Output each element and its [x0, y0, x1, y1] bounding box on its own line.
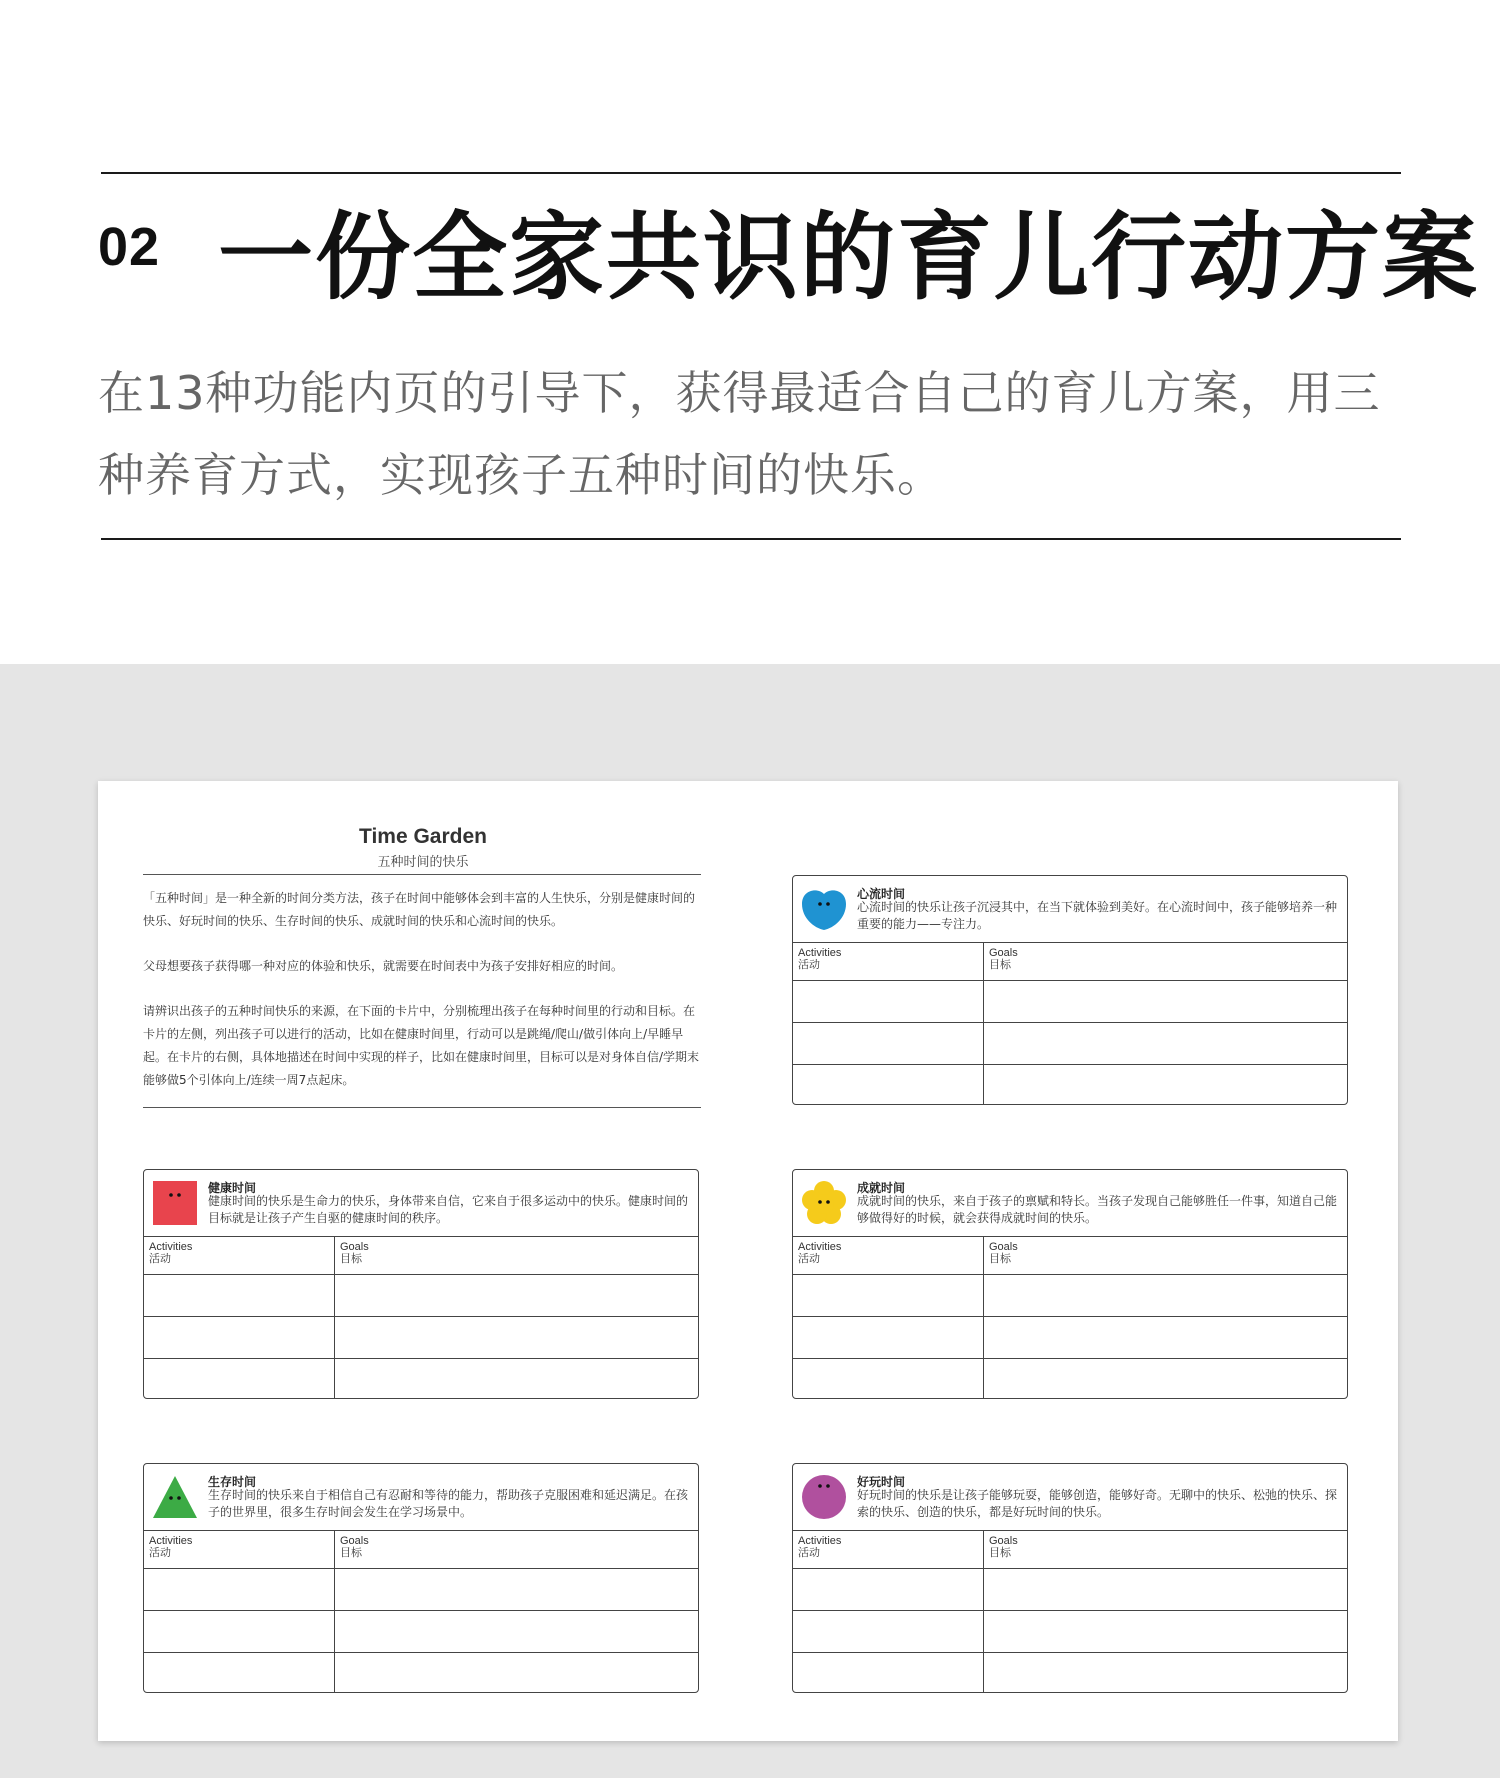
top-divider [101, 172, 1401, 174]
card-description: 好玩时间的快乐是让孩子能够玩耍，能够创造，能够好奇。无聊中的快乐、松弛的快乐、探索的快乐、创造的快乐，都是好玩时间的快乐。 [857, 1488, 1338, 1519]
intro-top-rule [143, 874, 701, 875]
intro-paragraph: 「五种时间」是一种全新的时间分类方法，孩子在时间中能够体会到丰富的人生快乐，分别是健康时间的快乐、好玩时间的快乐、生存时间的快乐、成就时间的快乐和心流时间的快乐。 [143, 891, 696, 928]
goals-label-en: Goals [340, 1241, 369, 1253]
section-subtitle: 在13种功能内页的引导下，获得最适合自己的育儿方案，用三种养育方式，实现孩子五种时间的快乐。 [98, 366, 1381, 502]
card-name: 生存时间 [208, 1475, 257, 1489]
red-square-icon [152, 1180, 198, 1226]
intro-paragraph: 请辨识出孩子的五种时间快乐的来源，在下面的卡片中，分别梳理出孩子在每种时间里的行动和目标。在卡片的左侧，列出孩子可以进行的活动，比如在健康时间里，行动可以是跳绳/爬山/做引体向上/早睡早起。在卡片的右侧，具体地描述在时间中实现的样子，比如在健康时间里，目标可以是对身体自信/学期末能够做5个引体向上/连续一周7点起床。 [143, 1004, 700, 1087]
yellow-flower-icon [801, 1180, 847, 1226]
activities-label-zh: 活动 [798, 1547, 820, 1559]
intro-text [143, 887, 701, 1114]
row-divider [144, 1358, 698, 1359]
row-divider [793, 980, 1347, 981]
row-divider [793, 1568, 1347, 1569]
activities-label-en: Activities [798, 1241, 842, 1253]
card-health-time [143, 1169, 699, 1399]
goals-label-zh: 目标 [989, 1253, 1011, 1265]
row-divider [793, 1358, 1347, 1359]
bottom-divider [101, 538, 1401, 540]
goals-label-zh: 目标 [989, 959, 1011, 971]
row-divider [793, 1064, 1347, 1065]
goals-label-en: Goals [989, 1241, 1018, 1253]
column-divider [983, 1530, 984, 1692]
activities-label-zh: 活动 [149, 1253, 171, 1265]
activities-label-zh: 活动 [798, 1253, 820, 1265]
row-divider [793, 1022, 1347, 1023]
column-divider [983, 942, 984, 1104]
intro-bottom-rule [143, 1107, 701, 1108]
purple-circle-icon [801, 1474, 847, 1520]
goals-label-zh: 目标 [340, 1547, 362, 1559]
card-name: 成就时间 [857, 1181, 906, 1195]
section-number: 02 [98, 217, 161, 277]
card-name: 心流时间 [857, 887, 906, 901]
card-header [793, 1170, 1347, 1237]
card-header [793, 876, 1347, 943]
activities-label [149, 1241, 192, 1265]
card-header [144, 1170, 698, 1237]
row-divider [793, 1610, 1347, 1611]
goals-label [340, 1241, 369, 1265]
row-divider [144, 1316, 698, 1317]
activities-label [149, 1535, 192, 1559]
card-description: 成就时间的快乐，来自于孩子的禀赋和特长。当孩子发现自己能够胜任一件事，知道自己能够做得好的时候，就会获得成就时间的快乐。 [857, 1194, 1338, 1225]
goals-label [989, 1241, 1018, 1265]
activities-label-zh: 活动 [149, 1547, 171, 1559]
row-divider [793, 1652, 1347, 1653]
card-header [793, 1464, 1347, 1531]
header-section [0, 0, 1500, 664]
activities-label-zh: 活动 [798, 959, 820, 971]
section-title: 一份全家共识的育儿行动方案 [218, 203, 1480, 313]
row-divider [144, 1610, 698, 1611]
activities-label [798, 1241, 841, 1265]
activities-label-en: Activities [798, 1535, 842, 1547]
activities-label-en: Activities [798, 947, 842, 959]
goals-label-en: Goals [340, 1535, 369, 1547]
worksheet-page [98, 781, 1398, 1741]
goals-label [340, 1535, 369, 1559]
goals-label [989, 947, 1018, 971]
row-divider [144, 1274, 698, 1275]
row-divider [793, 1316, 1347, 1317]
green-triangle-icon [152, 1474, 198, 1520]
activities-label-en: Activities [149, 1535, 193, 1547]
blue-cloud-icon [801, 886, 847, 932]
column-divider [983, 1236, 984, 1398]
card-name: 好玩时间 [857, 1475, 906, 1489]
activities-label-en: Activities [149, 1241, 193, 1253]
goals-label-en: Goals [989, 947, 1018, 959]
card-header [144, 1464, 698, 1531]
goals-label-en: Goals [989, 1535, 1018, 1547]
goals-label-zh: 目标 [989, 1547, 1011, 1559]
row-divider [793, 1274, 1347, 1275]
worksheet-subtitle: 五种时间的快乐 [377, 855, 469, 870]
card-play-time [792, 1463, 1348, 1693]
activities-label [798, 1535, 841, 1559]
card-survival-time [143, 1463, 699, 1693]
card-achievement-time [792, 1169, 1348, 1399]
card-description: 生存时间的快乐来自于相信自己有忍耐和等待的能力，帮助孩子克服困难和延迟满足。在孩子的世界里，很多生存时间会发生在学习场景中。 [208, 1488, 689, 1519]
intro-paragraph: 父母想要孩子获得哪一种对应的体验和快乐，就需要在时间表中为孩子安排好相应的时间。 [143, 959, 624, 973]
worksheet-title: Time Garden [359, 825, 487, 848]
activities-label [798, 947, 841, 971]
goals-label [989, 1535, 1018, 1559]
card-name: 健康时间 [208, 1181, 257, 1195]
card-flow-time [792, 875, 1348, 1105]
goals-label-zh: 目标 [340, 1253, 362, 1265]
card-description: 心流时间的快乐让孩子沉浸其中，在当下就体验到美好。在心流时间中，孩子能够培养一种重要的能力——专注力。 [857, 900, 1338, 931]
row-divider [144, 1652, 698, 1653]
column-divider [334, 1236, 335, 1398]
card-description: 健康时间的快乐是生命力的快乐，身体带来自信，它来自于很多运动中的快乐。健康时间的目标就是让孩子产生自驱的健康时间的秩序。 [208, 1194, 689, 1225]
column-divider [334, 1530, 335, 1692]
row-divider [144, 1568, 698, 1569]
